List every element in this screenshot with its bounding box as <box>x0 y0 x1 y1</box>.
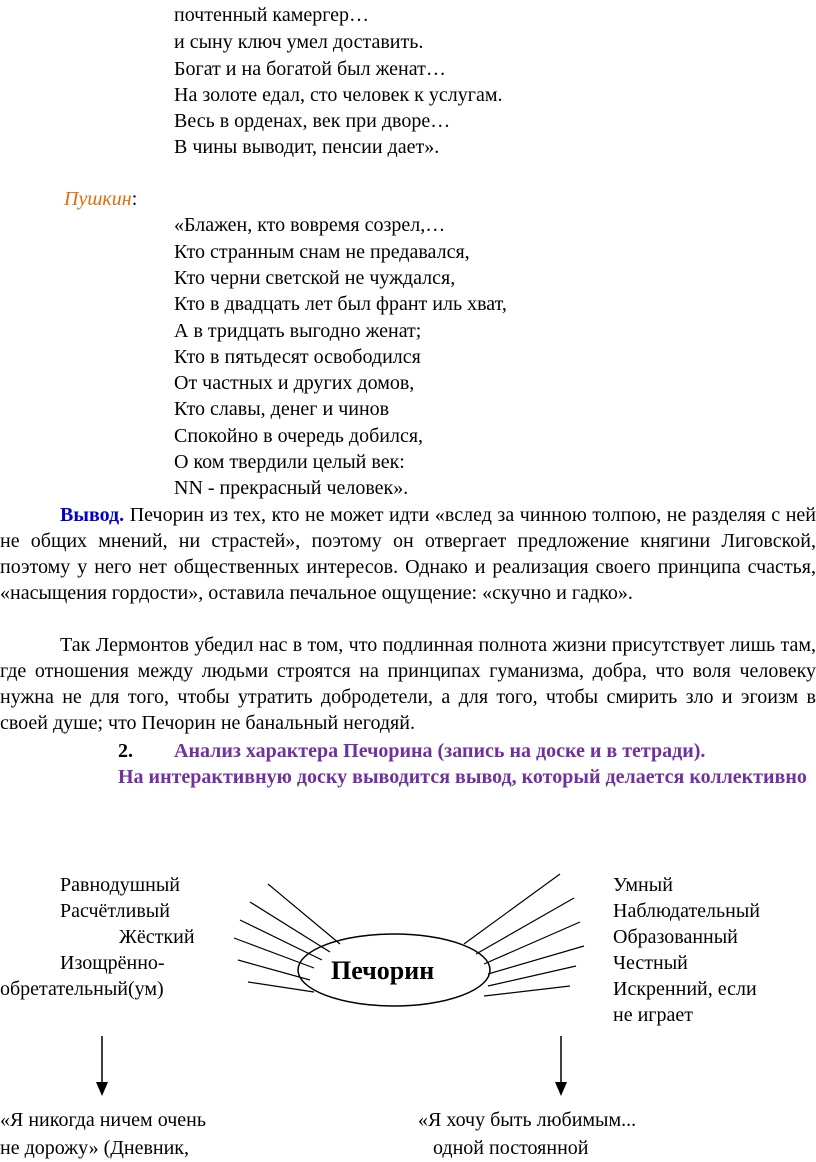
verse-line: Весь в орденах, век при дворе… <box>174 110 451 132</box>
conclusion-paragraph <box>0 502 816 606</box>
verse-line: Богат и на богатой был женат… <box>174 58 446 80</box>
pushkin-verse-line: Кто черни светской не чуждался, <box>174 267 456 289</box>
left-trait: Расчётливый <box>60 900 170 922</box>
pushkin-verse-line: Кто в пятьдесят освободился <box>174 346 421 368</box>
pushkin-verse-line: От частных и других домов, <box>174 372 415 394</box>
left-arrow <box>96 1036 108 1096</box>
section-title: Анализ характера Печорина (запись на доске и в тетради). <box>174 740 706 762</box>
verse-line: На золоте едал, сто человек к услугам. <box>174 84 503 106</box>
right-quote-line: одной постоянной <box>433 1137 589 1159</box>
left-quote-line: не дорожу» (Дневник, <box>0 1137 190 1159</box>
ray-line <box>484 922 580 964</box>
arrow-head <box>555 1082 567 1096</box>
author-colon: : <box>131 188 138 210</box>
pushkin-verse-line: Кто в двадцать лет был франт иль хват, <box>174 293 507 315</box>
right-trait: Умный <box>613 874 673 896</box>
left-trait: Изощрённо- <box>60 952 165 974</box>
pushkin-author <box>64 186 137 212</box>
right-arrow <box>555 1036 567 1096</box>
verse-line: и сыну ключ умел доставить. <box>174 31 424 53</box>
right-trait: Наблюдательный <box>613 900 761 922</box>
arrow-head <box>96 1082 108 1096</box>
lermontov-paragraph: Так Лермонтов убедил нас в том, что подлинная полнота жизни присутствует лишь там, где отношения между людьми строятся на принципах гуманизма, добра, что воля человеку нужна не для того, чтобы утратить добродетели, а для того, чтобы смирить зло и эгоизм в своей душе; что Печорин не банальный негодяй. <box>0 634 816 734</box>
pushkin-verse-line: О ком твердили целый век: <box>174 451 405 473</box>
ray-line <box>484 986 570 996</box>
right-trait: Образованный <box>613 926 738 948</box>
right-rays <box>464 874 584 996</box>
conclusion-text: Печорин из тех, кто не может идти «вслед за чинною толпою, не разделяя с ней не общих мнений, ни страстей», поэтому он отвергает предложение княгини Лиговской, поэтому у него нет общественных интересов. Однако и реализация своего принципа счастья, «насыщения гордости», оставила печальное ощущение: «скучно и гадко». <box>0 504 816 604</box>
verse-line: В чины выводит, пенсии дает». <box>174 136 440 158</box>
left-trait: Равнодушный <box>60 874 180 896</box>
pushkin-verse-line: NN - прекрасный человек». <box>174 477 409 499</box>
section-heading <box>118 738 705 764</box>
right-quote-line: «Я хочу быть любимым... <box>418 1109 637 1131</box>
ray-line <box>488 946 584 974</box>
ray-line <box>234 938 314 968</box>
pushkin-verse-line: Кто странным снам не предавался, <box>174 241 470 263</box>
left-rays <box>234 884 340 992</box>
board-note: На интерактивную доску выводится вывод, который делается коллективно <box>118 766 807 788</box>
left-quote-line: «Я никогда ничем очень <box>0 1109 206 1131</box>
right-trait: Честный <box>613 952 688 974</box>
pushkin-verse-line: А в тридцать выгодно женат; <box>174 320 422 342</box>
author-name: Пушкин <box>64 188 132 210</box>
ray-line <box>488 966 576 986</box>
left-trait: обретательный(ум) <box>0 978 164 1000</box>
pushkin-verse-line: «Блажен, кто вовремя созрел,… <box>174 214 446 236</box>
section-number: 2. <box>118 740 133 762</box>
right-trait: не играет <box>613 1004 693 1026</box>
right-trait: Искренний, если <box>613 978 757 1000</box>
left-trait: Жёсткий <box>119 926 195 948</box>
conclusion-label: Вывод. <box>60 504 125 526</box>
ray-line <box>268 884 340 944</box>
verse-line: почтенный камергер… <box>174 4 370 26</box>
pushkin-verse-line: Спокойно в очередь добился, <box>174 425 424 447</box>
diagram-center-label: Печорин <box>331 956 435 985</box>
pushkin-verse-line: Кто славы, денег и чинов <box>174 398 390 420</box>
